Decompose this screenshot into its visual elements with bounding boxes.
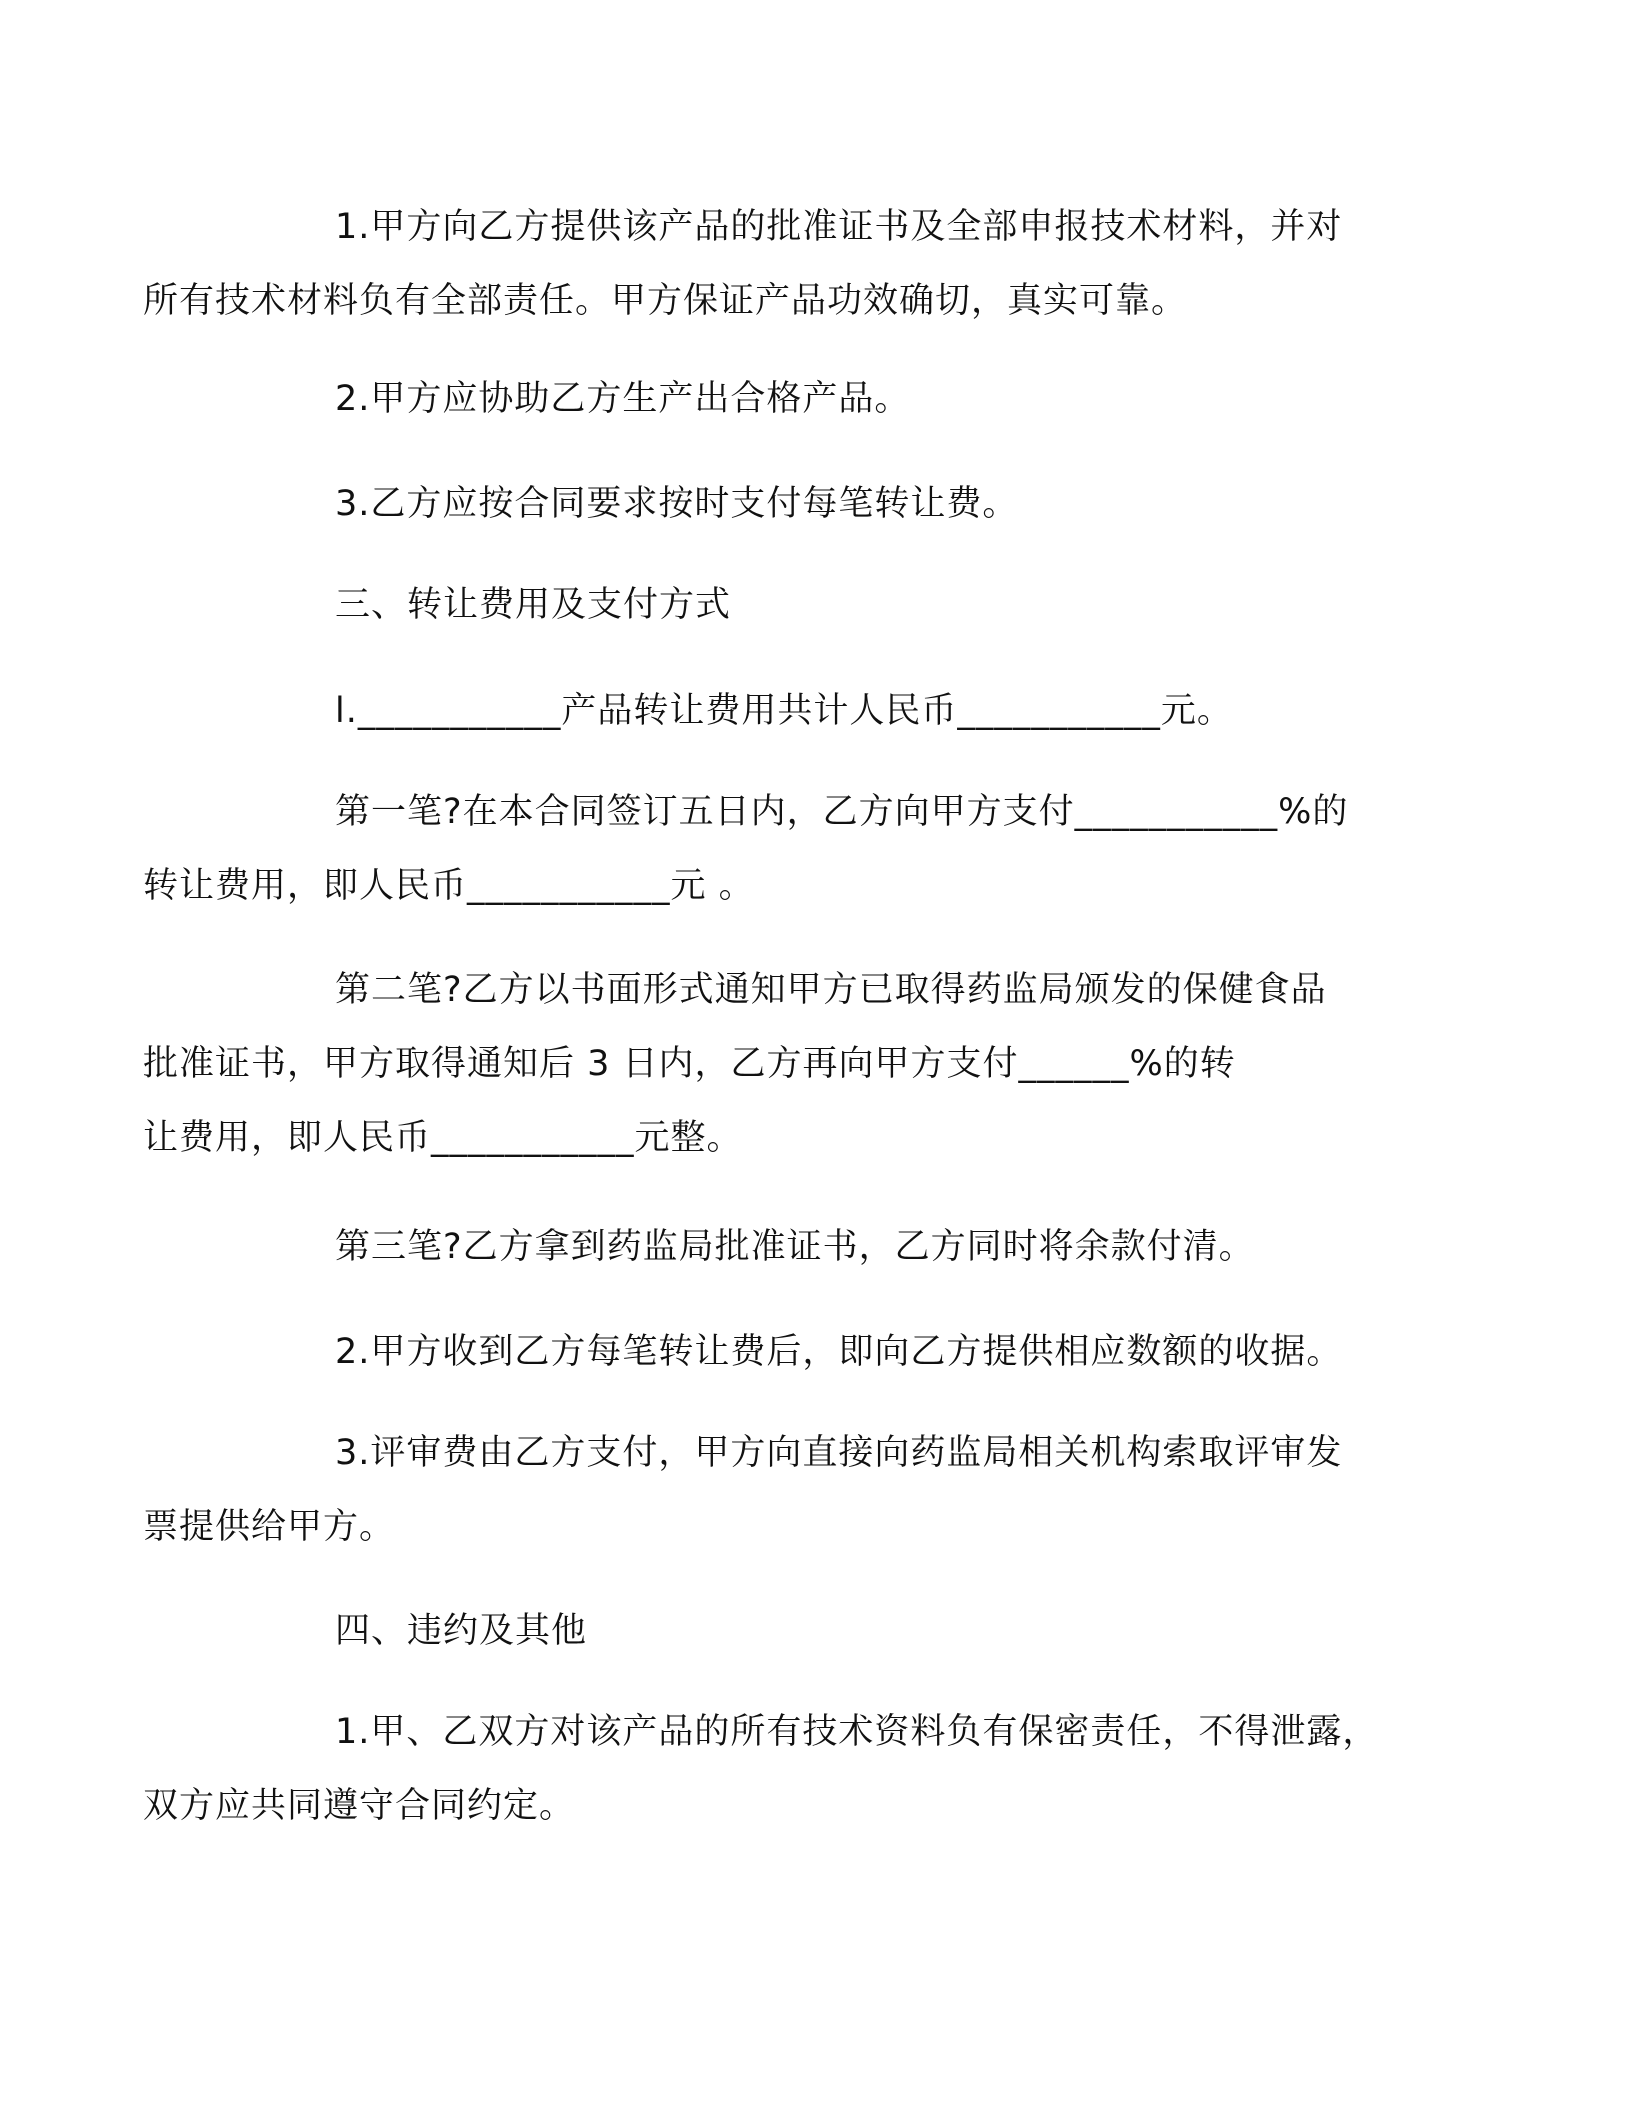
text-line: 批准证书，甲方取得通知后 3 日内，乙方再向甲方支付______%的转: [143, 1044, 1236, 1084]
clause-party-b-payment: [239, 467, 1399, 541]
text-line: 双方应共同遵守合同约定。: [143, 1786, 576, 1826]
clause-second-payment: [143, 953, 1399, 1175]
clause-party-a-materials: [143, 190, 1399, 338]
text-line: 2.甲方应协助乙方生产出合格产品。: [335, 379, 911, 419]
clause-receipt: [239, 1315, 1399, 1389]
clause-first-payment: [143, 775, 1399, 923]
text-line: 三、转让费用及支付方式: [335, 585, 732, 625]
section-heading-3: [239, 568, 1399, 642]
clause-party-a-assist: [239, 362, 1399, 436]
text-line: 转让费用，即人民币___________元 。: [143, 866, 755, 906]
text-line: 所有技术材料负有全部责任。甲方保证产品功效确切，真实可靠。: [143, 281, 1188, 321]
clause-third-payment: [239, 1210, 1399, 1284]
text-line: 四、违约及其他: [335, 1611, 588, 1651]
text-line: 第一笔?在本合同签订五日内，乙方向甲方支付___________%的: [335, 792, 1349, 832]
text-line: 3.评审费由乙方支付，甲方向直接向药监局相关机构索取评审发: [335, 1433, 1343, 1473]
text-line: l.___________产品转让费用共计人民币___________元。: [335, 691, 1233, 731]
clause-confidentiality: [143, 1695, 1399, 1843]
text-line: 第三笔?乙方拿到药监局批准证书，乙方同时将余款付清。: [335, 1227, 1255, 1267]
text-line: 让费用，即人民币___________元整。: [143, 1118, 743, 1158]
text-line: 1.甲、乙双方对该产品的所有技术资料负有保密责任，不得泄露，: [335, 1712, 1379, 1752]
text-line: 3.乙方应按合同要求按时支付每笔转让费。: [335, 484, 1019, 524]
text-line: 票提供给甲方。: [143, 1507, 396, 1547]
clause-review-fee: [143, 1416, 1399, 1564]
text-line: 2.甲方收到乙方每笔转让费后，即向乙方提供相应数额的收据。: [335, 1332, 1343, 1372]
section-heading-4: [239, 1594, 1399, 1668]
clause-total-fee: [239, 674, 1399, 748]
text-line: 第二笔?乙方以书面形式通知甲方已取得药监局颁发的保健食品: [335, 970, 1327, 1010]
text-line: 1.甲方向乙方提供该产品的批准证书及全部申报技术材料，并对: [335, 207, 1343, 247]
